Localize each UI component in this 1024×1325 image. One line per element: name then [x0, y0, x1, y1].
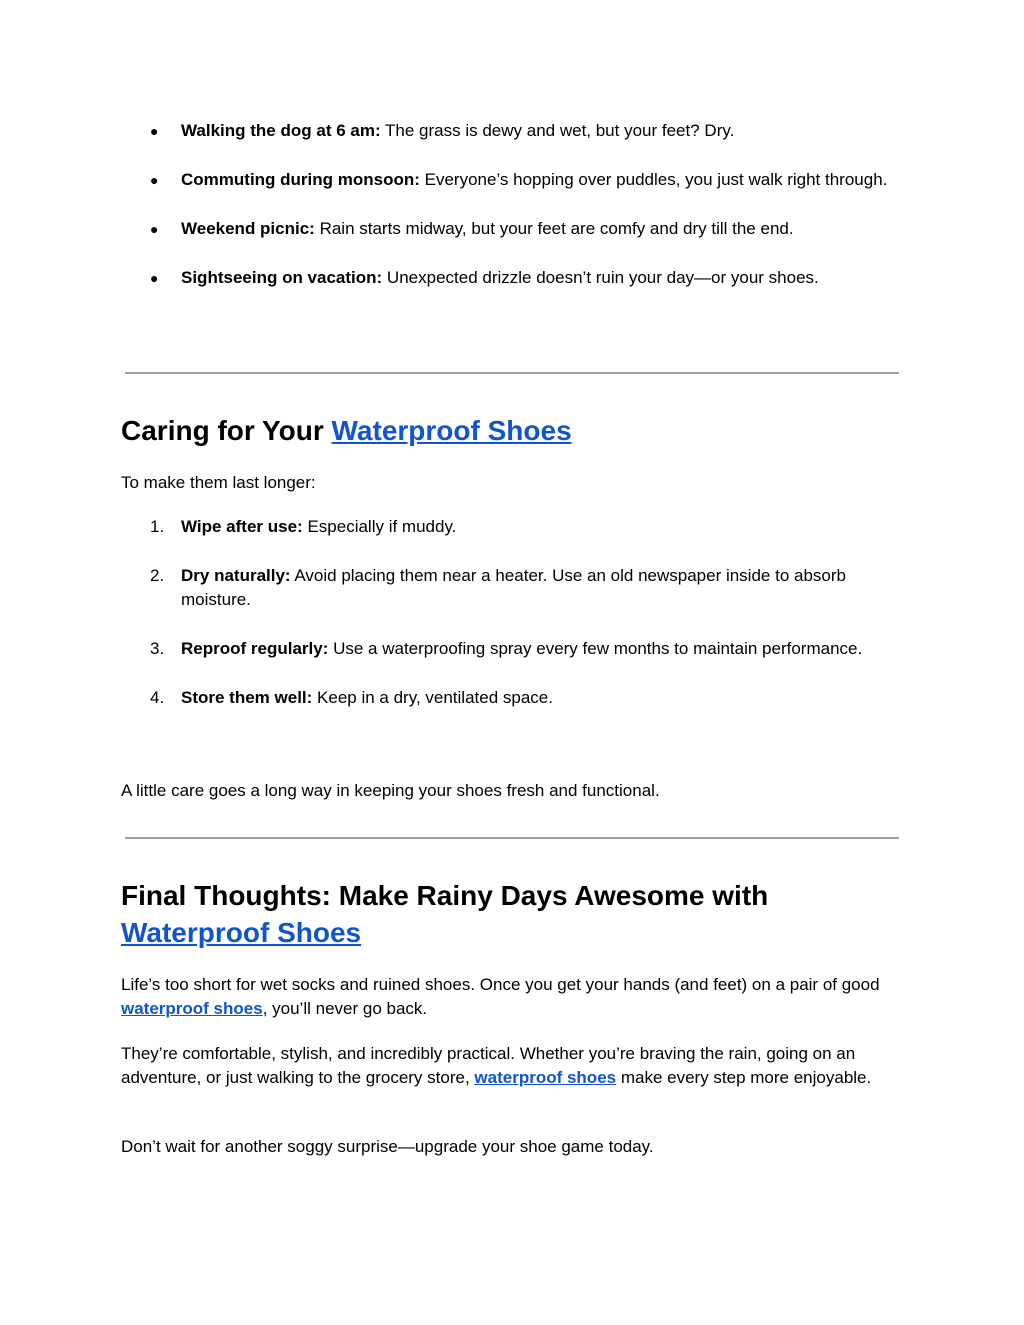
final-heading-link[interactable]: Waterproof Shoes: [121, 917, 362, 948]
step-number: 1.: [150, 517, 165, 536]
step-number: 3.: [150, 639, 165, 658]
bullet-icon: ●: [150, 270, 159, 286]
care-heading: [121, 412, 901, 449]
final-paragraph-2: [121, 1042, 906, 1090]
waterproof-shoes-link[interactable]: waterproof shoes: [121, 999, 263, 1018]
scenario-title: Sightseeing on vacation:: [181, 268, 383, 287]
step-text: Especially if muddy.: [302, 517, 457, 536]
step-text: Use a waterproofing spray every few months to maintain performance.: [328, 639, 863, 658]
scenario-title: Commuting during monsoon:: [181, 170, 420, 189]
care-closing: A little care goes a long way in keeping your shoes fresh and functional.: [121, 781, 660, 800]
scenario-list: [0, 119, 1024, 315]
paragraph-text: make every step more enjoyable.: [616, 1068, 872, 1087]
list-item: [0, 637, 906, 661]
waterproof-shoes-link[interactable]: waterproof shoes: [474, 1068, 617, 1087]
paragraph-text: , you’ll never go back.: [262, 999, 428, 1018]
list-item: [0, 564, 906, 612]
scenario-title: Walking the dog at 6 am:: [181, 121, 381, 140]
step-number: 4.: [150, 688, 165, 707]
care-intro: To make them last longer:: [121, 473, 316, 492]
care-heading-link[interactable]: Waterproof Shoes: [331, 415, 572, 446]
section-divider: [125, 837, 899, 839]
list-item: [0, 686, 906, 710]
scenario-text: The grass is dewy and wet, but your feet? Dry.: [380, 121, 735, 140]
care-heading-text: Caring for Your: [121, 415, 332, 446]
final-paragraph-3: Don’t wait for another soggy surprise—upgrade your shoe game today.: [121, 1137, 654, 1156]
scenario-text: Rain starts midway, but your feet are comfy and dry till the end.: [314, 219, 794, 238]
paragraph-text: They’re comfortable, stylish, and incredibly practical. Whether you’re braving the rain, going on an adventure, or just walking to the grocery store,: [121, 1044, 856, 1087]
step-text: Avoid placing them near a heater. Use an old newspaper inside to absorb moisture.: [181, 566, 846, 609]
bullet-icon: ●: [150, 123, 159, 139]
step-title: Dry naturally:: [181, 566, 291, 585]
final-paragraph-1: [121, 973, 906, 1021]
scenario-text: Unexpected drizzle doesn’t ruin your day—or your shoes.: [382, 268, 819, 287]
final-heading: [121, 877, 901, 951]
step-text: Keep in a dry, ventilated space.: [312, 688, 553, 707]
care-steps-list: [0, 515, 1024, 735]
step-title: Wipe after use:: [181, 517, 303, 536]
list-item: [0, 515, 906, 539]
scenario-title: Weekend picnic:: [181, 219, 315, 238]
list-item: [0, 217, 893, 241]
bullet-icon: ●: [150, 221, 159, 237]
list-item: [0, 168, 893, 192]
scenario-text: Everyone’s hopping over puddles, you just walk right through.: [419, 170, 888, 189]
bullet-icon: ●: [150, 172, 159, 188]
step-title: Store them well:: [181, 688, 313, 707]
final-heading-text: Final Thoughts: Make Rainy Days Awesome with: [121, 880, 769, 911]
list-item: [0, 266, 893, 290]
list-item: [0, 119, 893, 143]
paragraph-text: Life’s too short for wet socks and ruined shoes. Once you get your hands (and feet) on a pair of good: [121, 975, 880, 994]
step-number: 2.: [150, 566, 165, 585]
section-divider: [125, 372, 899, 374]
step-title: Reproof regularly:: [181, 639, 329, 658]
